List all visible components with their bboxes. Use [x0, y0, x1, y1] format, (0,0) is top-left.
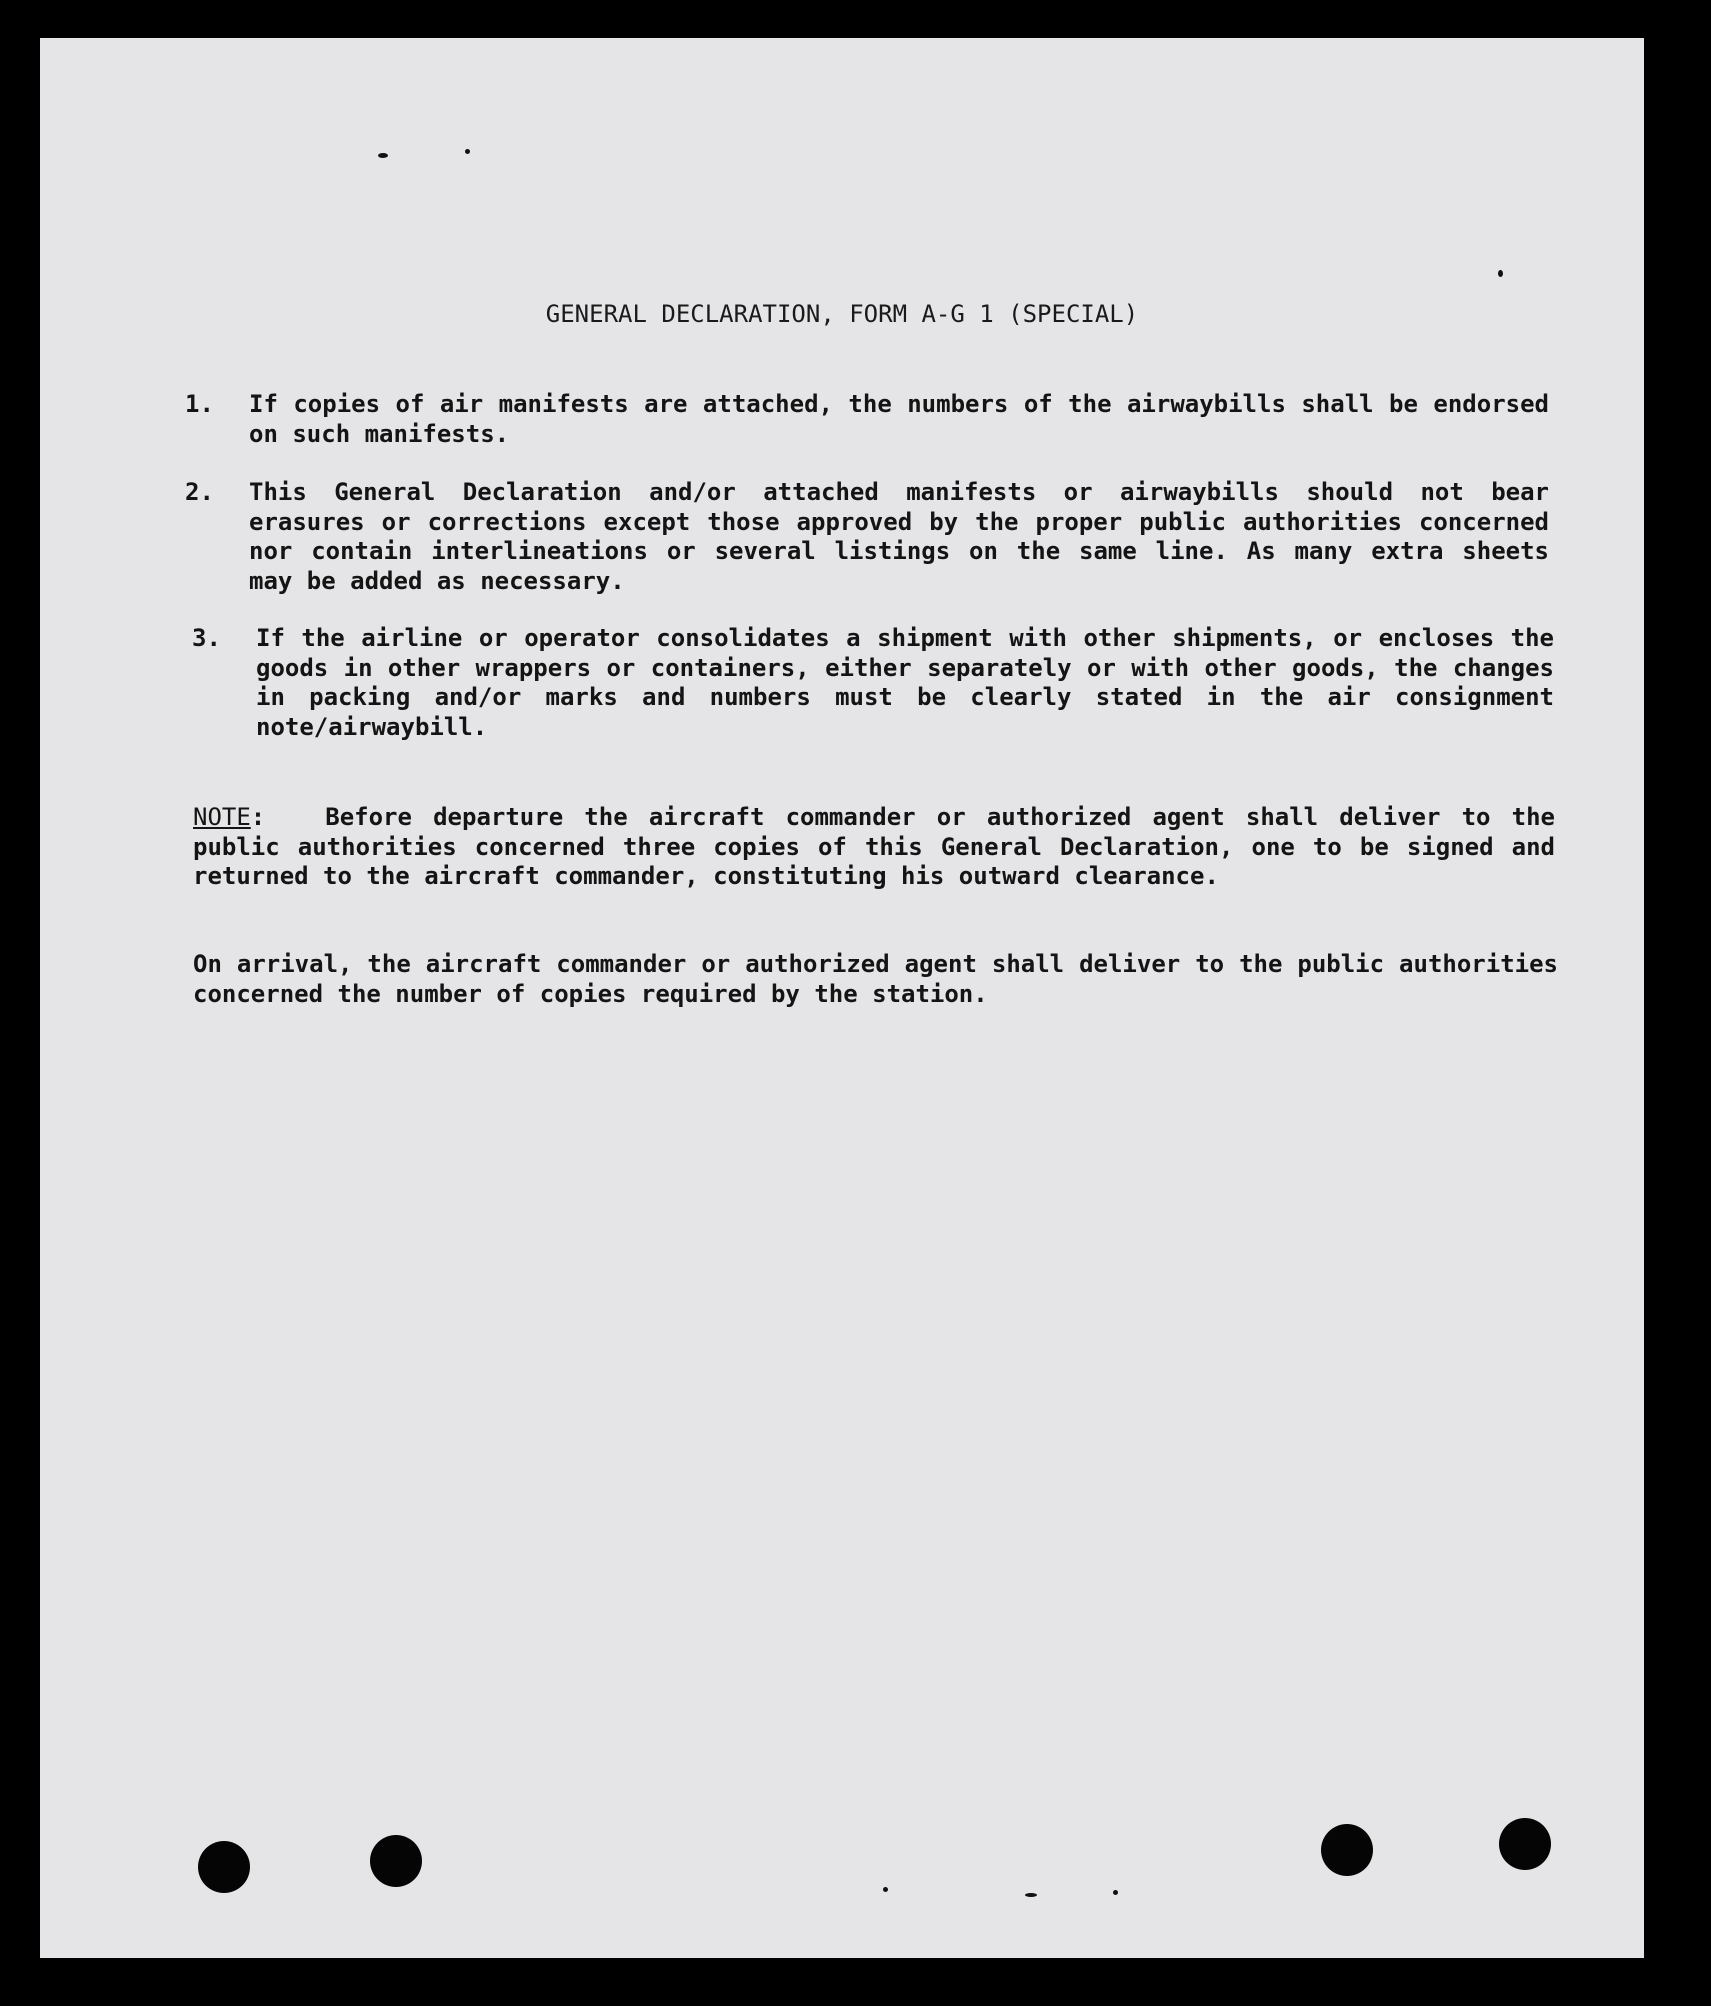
note-text: Before departure the aircraft commander or authorized agent shall deliver to the public authorities concerned three copies of this General Declaration, one to be signed and returned to the aircraft commander, constituting his outward clearance. — [193, 803, 1555, 890]
document-page — [40, 38, 1644, 1958]
item-number: 2. — [185, 478, 214, 506]
punch-hole — [198, 1841, 250, 1893]
note-paragraph: NOTE: Before departure the aircraft commander or authorized agent shall deliver to the public authorities concerned three copies of this General Declaration, one to be signed and returned to the aircraft commander, constituting his outward clearance. — [193, 803, 1555, 890]
item-number: 1. — [185, 390, 214, 418]
item-text: If copies of air manifests are attached, the numbers of the airwaybills shall be endorsed on such manifests. — [249, 390, 1549, 448]
punch-hole — [370, 1835, 422, 1887]
speck — [1113, 1890, 1118, 1895]
speck — [378, 153, 388, 158]
speck — [465, 149, 470, 154]
speck — [1498, 270, 1503, 277]
item-text: This General Declaration and/or attached manifests or airwaybills should not bear erasures or corrections except those approved by the proper public authorities concerned nor contain interlineations or several listings on the same line. As many extra sheets may be added as necessary. — [249, 478, 1549, 595]
item-number: 3. — [192, 624, 221, 652]
punch-hole — [1499, 1818, 1551, 1870]
arrival-paragraph: On arrival, the aircraft commander or authorized agent shall deliver to the public authorities concerned the number of copies required by the station. — [193, 950, 1558, 1008]
note-label: NOTE — [193, 803, 251, 831]
punch-hole — [1321, 1824, 1373, 1876]
document-title: GENERAL DECLARATION, FORM A-G 1 (SPECIAL) — [545, 300, 1139, 328]
item-text: If the airline or operator consolidates a shipment with other shipments, or encloses the goods in other wrappers or containers, either separately or with other goods, the changes in packing and/or marks and numbers must be clearly stated in the air consignment note/airwaybill. — [256, 624, 1554, 741]
speck — [1025, 1893, 1037, 1897]
speck — [883, 1887, 888, 1892]
